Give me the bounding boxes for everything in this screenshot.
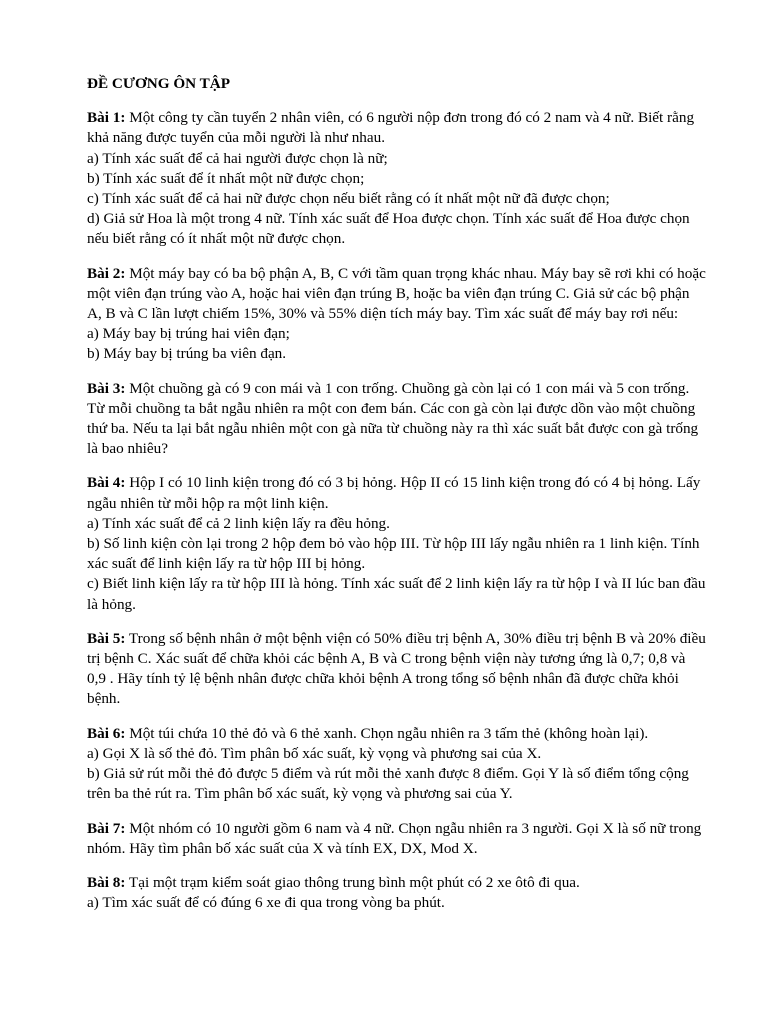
document-title: ĐỀ CƯƠNG ÔN TẬP — [87, 75, 231, 92]
problem-intro: Trong số bệnh nhân ở một bệnh viện có 50% điều trị bệnh A, 30% điều trị bệnh B và 20% điều trị bệnh C. Xác suất để chữa khỏi các bệnh A, B và C trong bệnh viện này tương ứng là 0,7; 0,8 và 0,9 . Hãy tính tỷ lệ bệnh nhân được chữa khỏi bệnh A trong tổng số bệnh nhân đã được chữa khỏi bệnh. — [87, 629, 706, 708]
document-page — [87, 74, 707, 927]
problem-2 — [87, 264, 707, 365]
problem-1 — [87, 108, 707, 249]
problem-label: Bài 2: — [87, 264, 126, 282]
problem-3 — [87, 379, 707, 460]
problem-8 — [87, 873, 707, 913]
problem-statement — [87, 629, 707, 710]
problem-5 — [87, 629, 707, 710]
problem-part: b) Máy bay bị trúng ba viên đạn. — [87, 345, 287, 363]
problem-statement — [87, 108, 707, 148]
problem-statement — [87, 724, 707, 744]
problem-label: Bài 6: — [87, 724, 126, 742]
problem-intro: Một chuồng gà có 9 con mái và 1 con trống. Chuồng gà còn lại có 1 con mái và 5 con trống. Từ mỗi chuồng ta bắt ngẫu nhiên ra một con đem bán. Các con gà còn lại được dồn vào một chuồng thứ ba. Nếu ta lại bắt ngẫu nhiên một con gà nữa từ chuồng này ra thì xác suất bắt được con gà trống là bao nhiêu? — [87, 379, 699, 458]
problem-part: a) Gọi X là số thẻ đỏ. Tìm phân bố xác suất, kỳ vọng và phương sai của X. — [87, 744, 542, 762]
problem-4 — [87, 473, 707, 614]
problem-part: a) Tìm xác suất để có đúng 6 xe đi qua trong vòng ba phút. — [87, 894, 445, 912]
problem-intro: Một máy bay có ba bộ phận A, B, C với tầm quan trọng khác nhau. Máy bay sẽ rơi khi có hoặc một viên đạn trúng vào A, hoặc hai viên đạn trúng B, hoặc ba viên đạn trúng C. Giả sử các bộ phận A, B và C lần lượt chiếm 15%, 30% và 55% diện tích máy bay. Tìm xác suất để máy bay rơi nếu: — [87, 264, 706, 323]
problem-part: a) Máy bay bị trúng hai viên đạn; — [87, 325, 290, 343]
problem-part: a) Tính xác suất để cả hai người được chọn là nữ; — [87, 149, 388, 167]
problem-intro: Hộp I có 10 linh kiện trong đó có 3 bị hỏng. Hộp II có 15 linh kiện trong đó có 4 bị hỏng. Lấy ngẫu nhiên từ mỗi hộp ra một linh kiện. — [87, 474, 701, 512]
problem-part: a) Tính xác suất để cả 2 linh kiện lấy ra đều hỏng. — [87, 514, 390, 532]
problem-statement — [87, 873, 707, 893]
problem-part: c) Tính xác suất để cả hai nữ được chọn nếu biết rằng có ít nhất một nữ đã được chọn; — [87, 190, 610, 208]
problem-part: b) Số linh kiện còn lại trong 2 hộp đem bỏ vào hộp III. Từ hộp III lấy ngẫu nhiên ra 1 linh kiện. Tính xác suất để linh kiện lấy ra từ hộp III bị hỏng. — [87, 535, 700, 573]
problem-part: d) Giả sử Hoa là một trong 4 nữ. Tính xác suất để Hoa được chọn. Tính xác suất để Hoa được chọn nếu biết rằng có ít nhất một nữ được chọn. — [87, 210, 690, 248]
problem-intro: Một công ty cần tuyển 2 nhân viên, có 6 người nộp đơn trong đó có 2 nam và 4 nữ. Biết rằng khả năng được tuyển của mỗi người là như nhau. — [87, 109, 695, 147]
problem-label: Bài 8: — [87, 873, 126, 891]
problem-statement — [87, 819, 707, 859]
problem-label: Bài 3: — [87, 379, 126, 397]
problem-6 — [87, 724, 707, 805]
problem-label: Bài 5: — [87, 629, 126, 647]
problem-statement — [87, 473, 707, 513]
problem-statement — [87, 379, 707, 460]
problem-label: Bài 7: — [87, 819, 126, 837]
problem-part: c) Biết linh kiện lấy ra từ hộp III là hỏng. Tính xác suất để 2 linh kiện lấy ra từ hộp I và II lúc ban đầu là hỏng. — [87, 575, 706, 613]
problem-part: b) Tính xác suất để ít nhất một nữ được chọn; — [87, 169, 365, 187]
problem-label: Bài 4: — [87, 474, 126, 492]
problem-intro: Một nhóm có 10 người gồm 6 nam và 4 nữ. Chọn ngẫu nhiên ra 3 người. Gọi X là số nữ trong nhóm. Hãy tìm phân bố xác suất của X và tính EX, DX, Mod X. — [87, 819, 702, 857]
problem-part: b) Giả sử rút mỗi thẻ đỏ được 5 điểm và rút mỗi thẻ xanh được 8 điểm. Gọi Y là số điểm tổng cộng trên ba thẻ rút ra. Tìm phân bố xác suất, kỳ vọng và phương sai của Y. — [87, 765, 689, 803]
problem-label: Bài 1: — [87, 109, 126, 127]
problem-intro: Một túi chứa 10 thẻ đỏ và 6 thẻ xanh. Chọn ngẫu nhiên ra 3 tấm thẻ (không hoàn lại). — [125, 724, 649, 742]
problem-statement — [87, 264, 707, 325]
problem-intro: Tại một trạm kiểm soát giao thông trung bình một phút có 2 xe ôtô đi qua. — [125, 873, 580, 891]
problem-7 — [87, 819, 707, 859]
